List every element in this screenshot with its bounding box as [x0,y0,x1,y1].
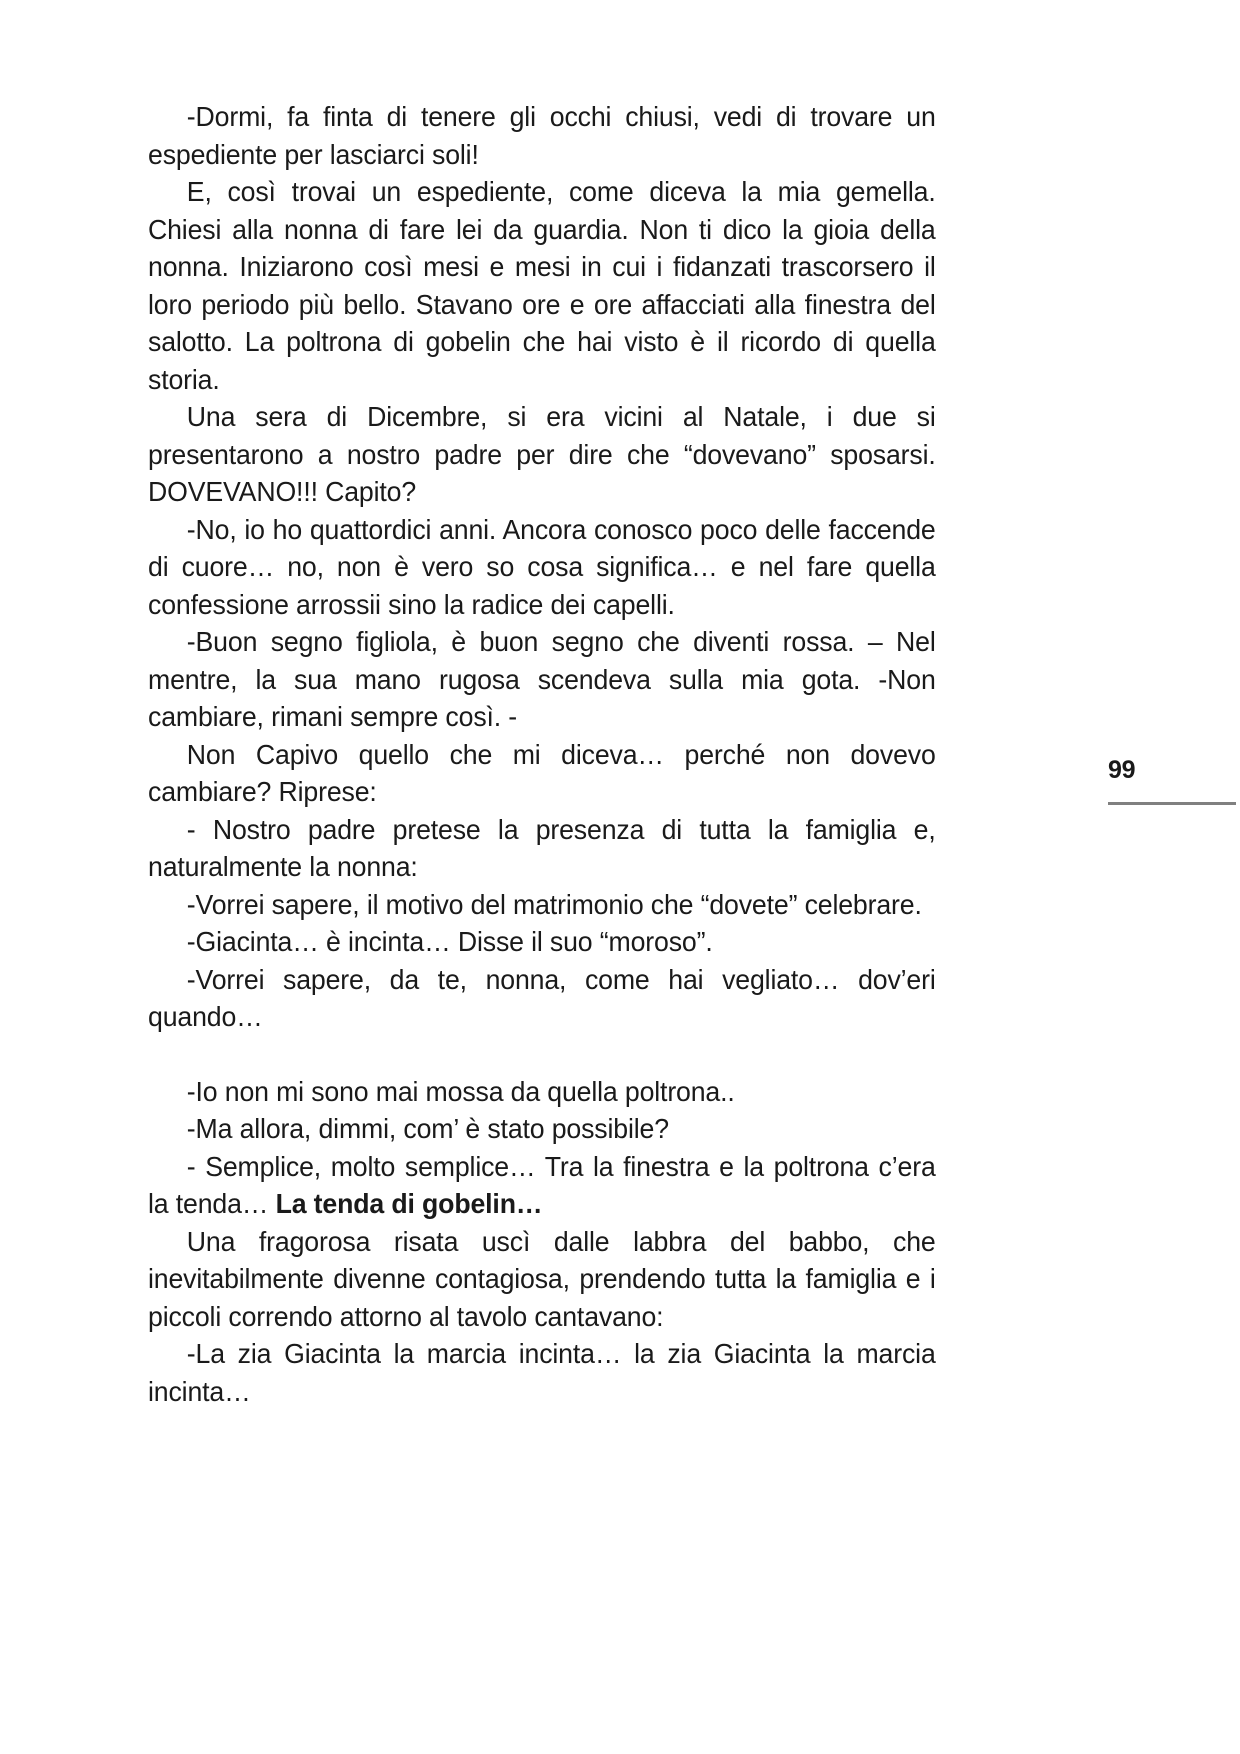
page-number-block [1108,756,1240,805]
paragraph-text-bold: La tenda di gobelin… [275,1188,543,1219]
paragraph: -Ma allora, dimmi, com’ è stato possibile? [186,1113,669,1144]
paragraph: -Giacinta… è incinta… Disse il suo “moroso”. [186,926,713,957]
paragraph: -No, io ho quattordici anni. Ancora conosco poco delle faccende di cuore… no, non è vero so cosa significa… e nel fare quella confessione arrossii sino la radice dei capelli. [148,513,936,620]
paragraph: -Vorrei sapere, da te, nonna, come hai vegliato… dov’eri quando… [148,963,936,1032]
paragraph-with-emphasis [148,1148,936,1223]
paragraph: -Dormi, fa finta di tenere gli occhi chiusi, vedi di trovare un espediente per lasciarci soli! [148,101,936,170]
paragraph: -Buon segno figliola, è buon segno che diventi rossa. – Nel mentre, la sua mano rugosa scendeva sulla mia gota. -Non cambiare, rimani sempre così. - [148,626,936,732]
paragraph: -Vorrei sapere, il motivo del matrimonio che “dovete” celebrare. [186,888,922,920]
paragraph: -Io non mi sono mai mossa da quella poltrona.. [186,1075,735,1107]
paragraph: Una fragorosa risata uscì dalle labbra del babbo, che inevitabilmente divenne contagiosa, prendendo tutta la famiglia e i piccoli correndo attorno al tavolo cantavano: [148,1225,936,1332]
paragraph: -La zia Giacinta la marcia incinta… la zia Giacinta la marcia incinta… [148,1338,936,1407]
paragraph-spacer [148,1036,936,1073]
paragraph: - Nostro padre pretese la presenza di tutta la famiglia e, naturalmente la nonna: [148,813,936,882]
paragraph: Una sera di Dicembre, si era vicini al Natale, i due si presentarono a nostro padre per dire che “dovevano” sposarsi. DOVEVANO!!! Capito? [148,401,936,507]
page-number-rule [1108,802,1236,805]
paragraph: Non Capivo quello che mi diceva… perché non dovevo cambiare? Riprese: [148,738,936,807]
body-text-column [148,98,936,1410]
paragraph: E, così trovai un espediente, come diceva la mia gemella. Chiesi alla nonna di fare lei da guardia. Non ti dico la gioia della nonna. Iniziarono così mesi e mesi in cui i fidanzati trascorsero il loro periodo più bello. Stavano ore e ore affacciati alla finestra del salotto. La poltrona di gobelin che hai visto è il ricordo di quella storia. [148,176,936,395]
paragraph-text-plain: - Semplice, molto semplice… Tra la finestra e la poltrona c’era la tenda… [148,1150,936,1219]
page-number: 99 [1108,756,1136,784]
